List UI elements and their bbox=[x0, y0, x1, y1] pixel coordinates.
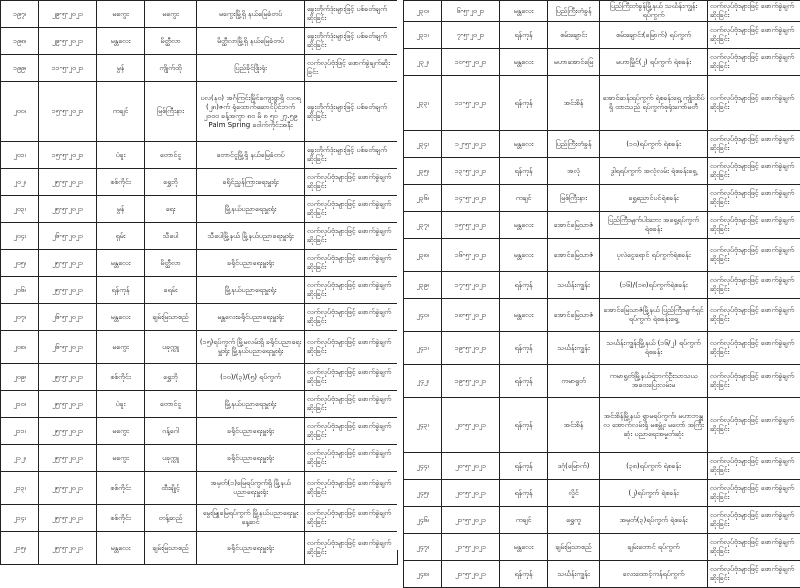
cell-date: ၂၀-၅-၂၀၂၁ bbox=[442, 398, 500, 453]
cell-state: ကချင် bbox=[97, 82, 145, 142]
cell-town: သီပေါ bbox=[145, 223, 197, 250]
cell-place: (၁၀)/(၃)/(၅) ရပ်ကွက် bbox=[197, 364, 305, 391]
cell-date: ၂၅-၅-၂၀၂၁ bbox=[39, 196, 97, 223]
cell-place: မွေးမြူမြေရပ်ကွက် မြို့နယ်ပညာရေးမှူး နေ့ဆင် bbox=[197, 505, 305, 532]
cell-date: ၁၉-၅-၂၀၂၁ bbox=[442, 365, 500, 398]
cell-action: လက်လုပ်ဗုံးများဖြင့် ဖောက်ခွဲချက်ဆိုးခြင်း bbox=[708, 185, 800, 212]
table-row bbox=[1, 418, 398, 445]
cell-town: မိတ္ထီလာ bbox=[145, 250, 197, 277]
cell-place: အောင်မြေသာဇံမြို့နယ် ပြည်ကြီးမျက်ရှင်ရပ်ကွက် ရဲစခန်းရှေ့ bbox=[600, 299, 708, 332]
cell-place: သီပေါမြို့နယ် မြို့နယ်ပညာရေးမှူးရုံး bbox=[197, 223, 305, 250]
table-row bbox=[1, 169, 398, 196]
cell-no: ၂၃၅၊ bbox=[404, 158, 442, 185]
cell-state: ကချင် bbox=[500, 185, 548, 212]
cell-place: ခရိုင်ပညာရေးမှူးရုံး bbox=[197, 250, 305, 277]
cell-date: ၂၁-၅-၂၀၂၁ bbox=[442, 561, 500, 588]
cell-date: ၂၅-၅-၂၀၂၁ bbox=[39, 445, 97, 472]
cell-state: မန္တလေး bbox=[500, 299, 548, 332]
cell-state: ရန်ကုန် bbox=[500, 561, 548, 588]
cell-state: မန္တလေး bbox=[500, 239, 548, 272]
cell-place: ပြည်ကြီးမျက်ပါးဘေး အရှေ့ရပ်ကွက် ရဲစခန်း bbox=[600, 212, 708, 239]
cell-state: ရန်ကုန် bbox=[500, 480, 548, 507]
cell-town: မကွေး bbox=[145, 1, 197, 28]
cell-state: ရန်ကုန် bbox=[500, 158, 548, 185]
table-row bbox=[404, 76, 800, 131]
table-row bbox=[404, 131, 800, 158]
cell-place: စမ်းချောင်း(မြောက်) ရပ်ကွက် bbox=[600, 22, 708, 49]
cell-place: ဒွါရရပ်ကွက် အလုံလမ်း ရဲစခန်းရှေ့ bbox=[600, 158, 708, 185]
cell-no: ၂၄၁၊ bbox=[404, 332, 442, 365]
cell-state: ရန်ကုန် bbox=[97, 277, 145, 304]
table-row bbox=[1, 331, 398, 364]
cell-place: ချမ်းတောင် ရပ်ကွက် bbox=[600, 534, 708, 561]
table-row bbox=[1, 391, 398, 418]
cell-place: ပုလဲငွေရောင် ရပ်ကွက်ရဲစခန်း bbox=[600, 239, 708, 272]
cell-town: ကမာရွတ် bbox=[548, 365, 600, 398]
cell-action: လက်လုပ်ဗုံးများဖြင့် ဖောက်ခွဲချက်ဆိုးခြင်း bbox=[708, 398, 800, 453]
cell-state: မကွေး bbox=[97, 418, 145, 445]
cell-town: ရွှေဘို bbox=[145, 169, 197, 196]
cell-state: မန္တလေး bbox=[500, 131, 548, 158]
cell-date: ၁၉-၅-၂၀၂၁ bbox=[442, 332, 500, 365]
cell-town: ပြည်ကြီးတံခွန် bbox=[548, 131, 600, 158]
cell-action: လက်လုပ်ဗုံးများဖြင့် ဖောက်ခွဲချက်ဆိုးခြင်း bbox=[305, 169, 398, 196]
cell-place: မန္တလေးခရိုင်ပညာရေးမှူးရုံး bbox=[197, 304, 305, 331]
cell-action: လက်လုပ်ဗုံးများဖြင့် ဖောက်ခွဲချက်ဆိုးခြင်း bbox=[708, 131, 800, 158]
cell-no: ၂၄၈၊ bbox=[404, 561, 442, 588]
cell-state: စစ်ကိုင်း bbox=[97, 505, 145, 532]
cell-town: အင်းစိန် bbox=[548, 398, 600, 453]
cell-no: ၂၁၅၊ bbox=[1, 532, 39, 565]
cell-place: မြို့နယ်ပညာရေးမှူးရုံး bbox=[197, 391, 305, 418]
cell-town: သင်္ဃန်းကျွန်း bbox=[548, 332, 600, 365]
cell-state: စစ်ကိုင်း bbox=[97, 364, 145, 391]
cell-action: လက်လုပ်ဗုံးများဖြင့် ဖောက်ခွဲချက်ဆိုးခြင်း bbox=[305, 472, 398, 505]
cell-state: မန္တလေး bbox=[500, 212, 548, 239]
cell-action: လက်လုပ်ဗုံးများဖြင့် ဖောက်ခွဲချက်ဆိုးခြင်း bbox=[305, 277, 398, 304]
cell-action: လက်လုပ်ဗုံးများဖြင့် ဖောက်ခွဲချက်ဆိုးခြင်း bbox=[708, 365, 800, 398]
cell-town: မိတ္ထီလာ bbox=[145, 28, 197, 55]
table-row bbox=[1, 1, 398, 28]
cell-state: ပဲခူး bbox=[97, 142, 145, 169]
cell-town: တောင်ငူ bbox=[145, 391, 197, 418]
cell-place: လေးထောင့်ကန်ရပ်ကွက် bbox=[600, 561, 708, 588]
cell-date: ၂၅-၅-၂၀၂၁ bbox=[39, 250, 97, 277]
cell-action: လက်လုပ်ဗုံးများဖြင့် ဖောက်ခွဲချက်ဆိုးခြင်း bbox=[708, 507, 800, 534]
cell-state: မန္တလေး bbox=[97, 28, 145, 55]
cell-no: ၂၀၂၊ bbox=[1, 169, 39, 196]
cell-action: လက်လုပ်ဗုံးများဖြင့် ဖောက်ခွဲချက်ဆိုးခြင်း bbox=[305, 304, 398, 331]
table-row bbox=[1, 364, 398, 391]
cell-action: လက်လုပ်ဗုံးများဖြင့် ဖောက်ခွဲချက်ဆိုးခြင်း bbox=[305, 223, 398, 250]
cell-no: ၁၉၇၊ bbox=[1, 1, 39, 28]
cell-place: တောင်ငူမြို့ရှိ နယ်မြေခံတပ် bbox=[197, 142, 305, 169]
cell-place: ခရိုင်ညွှန်ကြားရေးမှူးရုံး bbox=[197, 169, 305, 196]
cell-date: ၂၅-၅-၂၀၂၁ bbox=[39, 364, 97, 391]
cell-no: ၂၃၀၊ bbox=[404, 1, 442, 22]
table-row bbox=[404, 185, 800, 212]
cell-town: ချမ်းမြသာစည် bbox=[145, 532, 197, 565]
cell-state: မကွေး bbox=[97, 331, 145, 364]
left-incident-table bbox=[0, 0, 398, 565]
cell-town: ပြည်ကြီးတံခွန် bbox=[548, 1, 600, 22]
cell-place: (၁၀)ရပ်ကွက် ရဲစခန်း bbox=[600, 131, 708, 158]
cell-place: မြို့နယ်ပညာရေးမှူးရုံး bbox=[197, 196, 305, 223]
cell-action: လက်လုပ်ဗုံးများဖြင့် ဖောက်ခွဲချက်ဆိုးခြင်း bbox=[708, 212, 800, 239]
cell-state: မကွေး bbox=[97, 445, 145, 472]
cell-place: ခရိုင်ပညာရေးမှူးရုံး bbox=[197, 418, 305, 445]
cell-place: သင်္ဃန်းကျွန်းမြို့နယ် (၁၆/၂) ရပ်ကွက်ရဲစခန်း bbox=[600, 332, 708, 365]
cell-state: မန္တလေး bbox=[97, 250, 145, 277]
cell-date: ၁၇-၅-၂၀၂၁ bbox=[442, 272, 500, 299]
cell-date: ၁၃-၅-၂၀၂၁ bbox=[442, 158, 500, 185]
cell-date: ၂၉-၅-၂၀၂၁ bbox=[39, 1, 97, 28]
cell-no: ၂၃၈၊ bbox=[404, 239, 442, 272]
table-row bbox=[404, 561, 800, 588]
cell-action: လက်လုပ်ဗုံးများဖြင့် ဖောက်ခွဲချက်ဆိုးခြင်း bbox=[305, 391, 398, 418]
cell-no: ၁၉၈၊ bbox=[1, 28, 39, 55]
cell-no: ၂၀၈၊ bbox=[1, 331, 39, 364]
table-row bbox=[1, 55, 398, 82]
cell-no: ၂၄၆၊ bbox=[404, 507, 442, 534]
table-row bbox=[404, 365, 800, 398]
table-row bbox=[404, 212, 800, 239]
cell-date: ၁၀-၅-၂၀၂၁ bbox=[442, 49, 500, 76]
cell-state: မွန် bbox=[97, 55, 145, 82]
cell-state: မန္တလေး bbox=[500, 49, 548, 76]
cell-town: ရွှေဘို bbox=[145, 364, 197, 391]
table-row bbox=[1, 304, 398, 331]
cell-state: ရန်ကုန် bbox=[500, 453, 548, 480]
cell-action: ခွေးတိုက်ဒုံးများဖြင့် ပစ်ခတ်ချက်ဆိုးခြင်း bbox=[305, 142, 398, 169]
cell-date: ၂၆-၅-၂၀၂၁ bbox=[39, 331, 97, 364]
cell-place: (၂)ရပ်ကွက် ရဲစခန်း bbox=[600, 480, 708, 507]
cell-no: ၂၃၃၊ bbox=[404, 76, 442, 131]
cell-place: မြို့နယ်ပညာရေးမှူးရုံး bbox=[197, 277, 305, 304]
cell-town: စမ်းချောင်း bbox=[548, 22, 600, 49]
cell-date: ၁၁-၅-၂၀၂၁ bbox=[442, 76, 500, 131]
cell-action: လက်လုပ်ဗုံးများဖြင့် ဖောက်ခွဲချက်ဆိုးခြင်း bbox=[708, 480, 800, 507]
table-row bbox=[1, 277, 398, 304]
cell-no: ၂၄၃၊ bbox=[404, 398, 442, 453]
table-row bbox=[404, 507, 800, 534]
cell-place: ပလ(နဝ) အင်္ဂကြင်းမြိုင်ကျေးရွာရှိ လဝရ (၂၈)ဇက် ရုံထောက်ဆောင်ပိုင်ဘက် ၂၀၀၀ ခန့်အကွာ ၈၀ မိ ၈ ၅၀ ၂၇.၅၉ Palm Spring ဝေါက်ကိုင်းအနီး bbox=[197, 82, 305, 142]
cell-action: လက်လုပ်ဗုံးများဖြင့် ဖောက်ခွဲချက်ဆိုးခြင်း bbox=[305, 418, 398, 445]
cell-action: လက်လုပ်ဗုံးများဖြင့် ဖောက်ခွဲချက်ဆိုးခြင်း bbox=[708, 22, 800, 49]
cell-date: ၂၅-၅-၂၀၂၁ bbox=[39, 418, 97, 445]
cell-action: လက်လုပ်ဗုံးများဖြင့် ဖောက်ခွဲချက်ဆိုးခြင်း bbox=[708, 299, 800, 332]
cell-action: လက်လုပ်ဗုံးများဖြင့် ဖောက်ခွဲချက်ဆိုးခြင်း bbox=[708, 49, 800, 76]
cell-date: ၂၁-၅-၂၀၂၁ bbox=[442, 534, 500, 561]
cell-town: အောင်မြေသာဇံ bbox=[548, 212, 600, 239]
cell-date: ၂၀-၅-၂၀၂၁ bbox=[442, 453, 500, 480]
cell-place: ပြည်ခိုင်ဖြိုးရုံး bbox=[197, 55, 305, 82]
cell-town: ဒဂုံ(မြောက်) bbox=[548, 453, 600, 480]
cell-no: ၁၉၉၊ bbox=[1, 55, 39, 82]
cell-state: ရန်ကုန် bbox=[500, 398, 548, 453]
cell-no: ၂၀၇၊ bbox=[1, 304, 39, 331]
cell-place: ကမာရွတ်မြို့နယ်ရဲဘက်ဦးသာသယ အဝေးပြေးလမ်းမ bbox=[600, 365, 708, 398]
cell-place: ရွှေညောင်ပင်ရဲစခန်း bbox=[600, 185, 708, 212]
cell-date: ၁၅-၅-၂၀၂၁ bbox=[39, 82, 97, 142]
cell-town: သင်္ဃန်းကျွန်း bbox=[548, 561, 600, 588]
cell-no: ၂၃၂၊ bbox=[404, 49, 442, 76]
cell-date: ၁၅-၅-၂၀၂၁ bbox=[39, 142, 97, 169]
cell-place: (၁၆)/(၁၈)ရပ်ကွက်ရဲစခန်း bbox=[600, 272, 708, 299]
cell-no: ၂၀၅၊ bbox=[1, 250, 39, 277]
cell-date: ၂၅-၅-၂၀၂၁ bbox=[39, 169, 97, 196]
table-row bbox=[1, 28, 398, 55]
cell-action: လက်လုပ်ဗုံးများဖြင့် ဖောက်ခွဲချက်ဆိုးခြင်း bbox=[708, 453, 800, 480]
cell-place: (၁၅)ရပ်ကွက် မြို့မလမ်းရှိ ခရိုင်ပညာရေးမှူးရုံး မြို့နယ်ပညာရေးမှူးရုံး bbox=[197, 331, 305, 364]
table-row bbox=[404, 1, 800, 22]
cell-state: မွန် bbox=[97, 196, 145, 223]
cell-action: လက်လုပ်ဗုံးများဖြင့် ဖောက်ခွဲချက်ဆိုးခြင်း bbox=[708, 561, 800, 588]
cell-town: လှိုင် bbox=[548, 480, 600, 507]
cell-town: အောင်မြေသာဇံ bbox=[548, 239, 600, 272]
table-row bbox=[404, 272, 800, 299]
cell-date: ၁၁-၅-၂၀၂၁ bbox=[39, 55, 97, 82]
table-row bbox=[404, 453, 800, 480]
left-table-body bbox=[1, 1, 398, 565]
cell-town: ပခုက္ကူ bbox=[145, 331, 197, 364]
cell-state: စစ်ကိုင်း bbox=[97, 169, 145, 196]
cell-no: ၂၁၀၊ bbox=[1, 391, 39, 418]
cell-no: ၂၀၉၊ bbox=[1, 364, 39, 391]
table-row bbox=[1, 250, 398, 277]
cell-date: ၂၀-၅-၂၀၂၁ bbox=[442, 480, 500, 507]
cell-town: ဂန့်ဂေါ bbox=[145, 418, 197, 445]
cell-no: ၂၀၀၊ bbox=[1, 82, 39, 142]
cell-action: ခွေးတိုက်ဒုံးများဖြင့် ပစ်ခတ်ချက်ဆိုးခြင်း bbox=[305, 82, 398, 142]
cell-state: ရန်ကုန် bbox=[500, 332, 548, 365]
table-row bbox=[404, 332, 800, 365]
cell-date: ၁၅-၅-၂၀၂၁ bbox=[442, 212, 500, 239]
cell-place: အောင်ဆန်းရပ်ကွက် ရဲစခန်းရှေ့ ကျုံးထိပ်ရှိ ထားသည် ရပ်ကွက်စုရုံးကော်မတီ bbox=[600, 76, 708, 131]
cell-state: စစ်ကိုင်း bbox=[97, 472, 145, 505]
cell-action: လက်လုပ်ဗုံးများဖြင့် ဖောက်ခွဲချက်ဆိုးခြင်း bbox=[708, 1, 800, 22]
cell-town: ချမ်းမြသာစည် bbox=[548, 534, 600, 561]
cell-action: လက်လုပ်ဗုံးများဖြင့် ဖောက်ခွဲချက်ဆိုးခြင်း bbox=[708, 76, 800, 131]
cell-town: ပခုက္ကူ bbox=[145, 445, 197, 472]
cell-date: ၂၅-၅-၂၀၂၁ bbox=[39, 532, 97, 565]
cell-town: အောင်မြေသာဇံ bbox=[548, 299, 600, 332]
cell-action: လက်လုပ်ဗုံးများဖြင့် ဖောက်ခွဲချက်ဆိုးခြင်း bbox=[305, 364, 398, 391]
table-row bbox=[1, 505, 398, 532]
cell-town: တန့်ဆည် bbox=[145, 505, 197, 532]
cell-no: ၂၀၃၊ bbox=[1, 196, 39, 223]
cell-state: ရန်ကုန် bbox=[500, 22, 548, 49]
table-row bbox=[404, 480, 800, 507]
cell-no: ၂၃၇၊ bbox=[404, 212, 442, 239]
cell-town: တောင်ငူ bbox=[145, 142, 197, 169]
cell-place: ခရိုင်ပညာရေးမှူးရုံး bbox=[197, 532, 305, 565]
cell-no: ၂၃၉၊ bbox=[404, 272, 442, 299]
cell-town: မြစ်ကြီးနား bbox=[145, 82, 197, 142]
cell-town: အလုံ bbox=[548, 158, 600, 185]
cell-no: ၂၄၄၊ bbox=[404, 453, 442, 480]
cell-town: ခရမ်း bbox=[145, 277, 197, 304]
cell-town: ထီးချိုင့် bbox=[145, 472, 197, 505]
cell-no: ၂၄၀၊ bbox=[404, 299, 442, 332]
cell-state: မန္တလေး bbox=[97, 304, 145, 331]
cell-date: ၂၅-၅-၂၀၂၁ bbox=[39, 391, 97, 418]
right-incident-table bbox=[403, 0, 800, 588]
cell-state: မန္တလေး bbox=[500, 534, 548, 561]
cell-date: ၂၅-၅-၂၀၂၁ bbox=[39, 277, 97, 304]
cell-place: မဟာမြိုင်(၂) ရပ်ကွက် ရဲစခန်း bbox=[600, 49, 708, 76]
cell-place: အမှတ်(၃)ရပ်ကွက် ရဲစခန်း bbox=[600, 507, 708, 534]
cell-action: လက်လုပ်ဗုံးများဖြင့် ဖောက်ခွဲချက်ဆိုးခြင်း bbox=[305, 331, 398, 364]
table-row bbox=[1, 196, 398, 223]
cell-no: ၂၃၆၊ bbox=[404, 185, 442, 212]
cell-no: ၂၄၅၊ bbox=[404, 480, 442, 507]
cell-no: ၂၁၄၊ bbox=[1, 505, 39, 532]
cell-place: ခရိုင်ပညာရေးမှူးရုံး bbox=[197, 445, 305, 472]
cell-date: ၂၁-၅-၂၀၂၁ bbox=[442, 507, 500, 534]
cell-no: ၂၁၂၊ bbox=[1, 445, 39, 472]
cell-no: ၂၄၂၊ bbox=[404, 365, 442, 398]
cell-place: (၃၈)ရပ်ကွက် ရဲစခန်း bbox=[600, 453, 708, 480]
cell-date: ၂၅-၅-၂၀၂၁ bbox=[39, 505, 97, 532]
cell-state: ရန်ကုန် bbox=[500, 365, 548, 398]
cell-town: သင်္ဃန်းကျွန်း bbox=[548, 272, 600, 299]
cell-no: ၂၁၃၊ bbox=[1, 472, 39, 505]
cell-place: မိတ္ထီလာမြို့ရှိ နယ်မြေခံတပ် bbox=[197, 28, 305, 55]
cell-town: ချမ်းမြသာစည် bbox=[145, 304, 197, 331]
cell-date: ၁၄-၅-၂၀၂၁ bbox=[442, 185, 500, 212]
cell-place: အမှတ်(၁)မြေရပ်ကွက်ရှိ မြို့နယ်ပညာရေးမှူးရုံး bbox=[197, 472, 305, 505]
cell-date: ၁၈-၅-၂၀၂၁ bbox=[442, 299, 500, 332]
cell-date: ၁၂-၅-၂၀၂၁ bbox=[442, 131, 500, 158]
cell-action: လက်လုပ်ဗုံးများဖြင့် ဖောက်ခွဲချက်ဆိုးခြင်း bbox=[305, 445, 398, 472]
table-row bbox=[1, 445, 398, 472]
table-row bbox=[1, 142, 398, 169]
cell-date: ၆-၅-၂၀၂၁ bbox=[442, 1, 500, 22]
cell-state: ကချင် bbox=[500, 507, 548, 534]
cell-no: ၂၃၄၊ bbox=[404, 131, 442, 158]
cell-state: ရန်ကုန် bbox=[500, 76, 548, 131]
cell-no: ၂၁၁၊ bbox=[1, 418, 39, 445]
cell-state: မကွေး bbox=[97, 1, 145, 28]
cell-place: မကွေးမြို့ရှိ နယ်မြေခံတပ် bbox=[197, 1, 305, 28]
cell-date: ၁၆-၅-၂၀၂၁ bbox=[442, 239, 500, 272]
table-row bbox=[404, 299, 800, 332]
table-row bbox=[404, 158, 800, 185]
cell-no: ၂၀၆၊ bbox=[1, 277, 39, 304]
cell-date: ၂၆-၅-၂၀၂၁ bbox=[39, 304, 97, 331]
cell-state: ပဲခူး bbox=[97, 391, 145, 418]
table-row bbox=[1, 532, 398, 565]
table-row bbox=[1, 223, 398, 250]
cell-no: ၂၄၇၊ bbox=[404, 534, 442, 561]
right-table-body bbox=[404, 1, 800, 588]
cell-action: လက်လုပ်ဗုံးများဖြင့် ဖောက်ခွဲချက်ဆိုးခြင်း bbox=[708, 332, 800, 365]
cell-town: ကျိုက်ထို bbox=[145, 55, 197, 82]
cell-no: ၂၃၁၊ bbox=[404, 22, 442, 49]
cell-action: ခွေးတိုက်ဒုံးများဖြင့် ပစ်ခတ်ချက်ဆိုးခြင်း bbox=[305, 1, 398, 28]
cell-action: လက်လုပ်ဗုံးများဖြင့် ဖောက်ခွဲချက်ဆိုးခြင်း bbox=[305, 532, 398, 565]
cell-state: မန္တလေး bbox=[97, 532, 145, 565]
cell-action: လက်လုပ်ဗုံးများဖြင့် ဖောက်ခွဲချက်ဆိုးခြင်း bbox=[708, 158, 800, 185]
cell-state: ရန်ကုန် bbox=[500, 272, 548, 299]
cell-date: ၂၆-၅-၂၀၂၁ bbox=[39, 223, 97, 250]
cell-town: ရေး bbox=[145, 196, 197, 223]
cell-action: လက်လုပ်ဗုံးများဖြင့် ဖောက်ခွဲချက်ဆိုးခြင်း bbox=[305, 250, 398, 277]
cell-town: ရွှေကူ bbox=[548, 507, 600, 534]
table-row bbox=[404, 239, 800, 272]
table-row bbox=[404, 534, 800, 561]
cell-action: လက်လုပ်ဗုံးများဖြင့် ဖောက်ခွဲချက်ဆိုးခြင်း bbox=[708, 534, 800, 561]
cell-state: ရှမ်း bbox=[97, 223, 145, 250]
cell-date: ၂၉-၅-၂၀၂၁ bbox=[39, 28, 97, 55]
cell-town: မဟာအောင်မြေ bbox=[548, 49, 600, 76]
cell-action: လက်လုပ်ဗုံးများဖြင့် ဖောက်ခွဲချက်ဆိုးခြင်း bbox=[708, 239, 800, 272]
cell-place: ပြည်ကြီးတံခွန်မြို့နယ် သင်္ဃန်းကျွန်းရပ်ကွက် bbox=[600, 1, 708, 22]
cell-date: ၇-၅-၂၀၂၁ bbox=[442, 22, 500, 49]
cell-action: လက်လုပ်ဗုံးများဖြင့် ဖောက်ခွဲချက်ဆိုးခြင်း bbox=[305, 196, 398, 223]
table-row bbox=[1, 82, 398, 142]
cell-action: ခွေးတိုက်ဒုံးများဖြင့် ပစ်ခတ်ချက်ဆိုးခြင်း bbox=[305, 28, 398, 55]
cell-action: လက်လုပ်ဗုံးများဖြင့် ဖောက်ခွဲချက်ဆိုးခြင်း bbox=[708, 272, 800, 299]
table-row bbox=[404, 398, 800, 453]
cell-town: မြစ်ကြီးနား bbox=[548, 185, 600, 212]
table-row bbox=[404, 22, 800, 49]
cell-action: လက်လုပ်ဗုံးဖြင့် ဖောက်ခွဲချက်ဆိုးခြင်း bbox=[305, 55, 398, 82]
cell-action: လက်လုပ်ဗုံးများဖြင့် ဖောက်ခွဲချက်ဆိုးခြင်း bbox=[305, 505, 398, 532]
cell-no: ၂၀၁၊ bbox=[1, 142, 39, 169]
cell-no: ၂၀၄၊ bbox=[1, 223, 39, 250]
cell-town: အင်းစိန် bbox=[548, 76, 600, 131]
table-row bbox=[404, 49, 800, 76]
cell-place: အင်းစိန်မြို့နယ် ရွာမရပ်ကွက်၊ မဟာဘန္ဓုလ အောက်လမ်းရှိ မစမ္ဘုံး မတော် အကြီးဆုံး ပညာရေးအမှုတ်ဆုံး bbox=[600, 398, 708, 453]
cell-state: မန္တလေး bbox=[500, 1, 548, 22]
table-row bbox=[1, 472, 398, 505]
cell-date: ၂၅-၅-၂၀၂၁ bbox=[39, 472, 97, 505]
